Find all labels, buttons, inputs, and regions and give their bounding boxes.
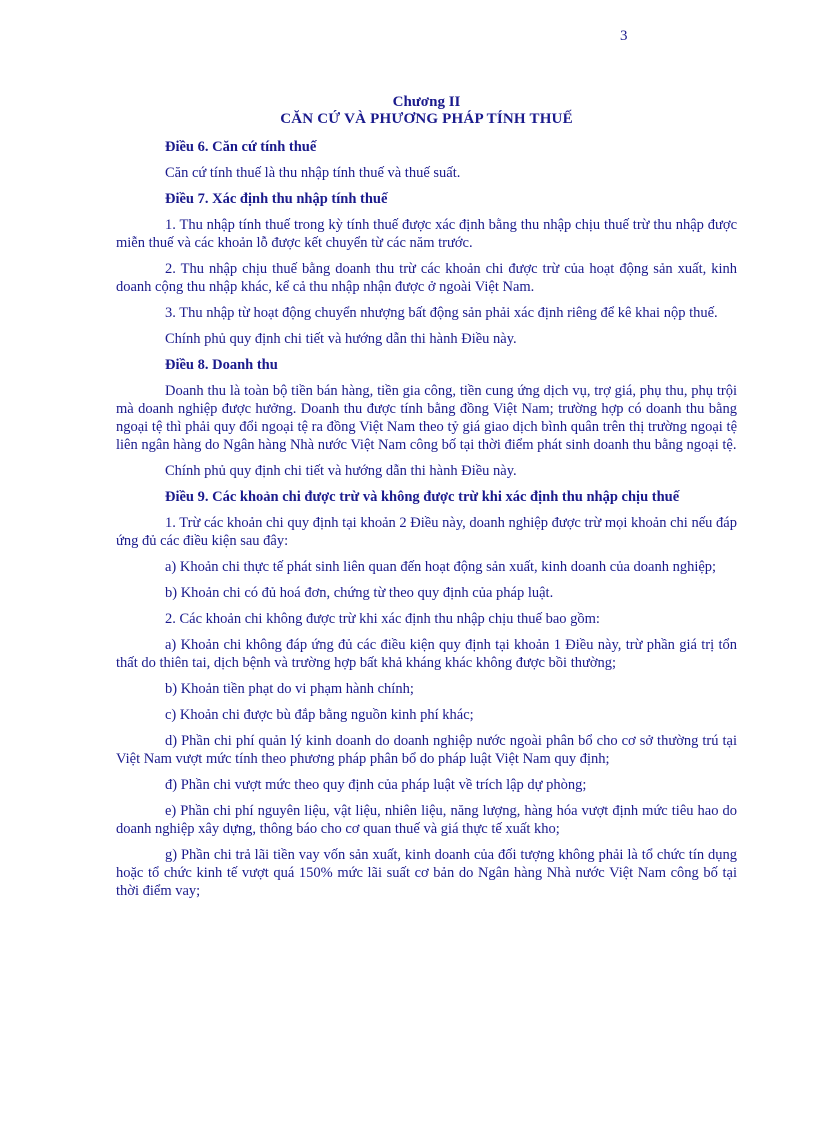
paragraph: Chính phủ quy định chi tiết và hướng dẫn thi hành Điều này.	[165, 331, 517, 347]
paragraph: b) Khoản tiền phạt do vi phạm hành chính;	[165, 681, 414, 697]
paragraph: Căn cứ tính thuế là thu nhập tính thuế và thuế suất.	[165, 165, 461, 181]
chapter-title: CĂN CỨ VÀ PHƯƠNG PHÁP TÍNH THUẾ	[280, 111, 573, 127]
paragraph: g) Phần chi trả lãi tiền vay vốn sản xuất, kinh doanh của đối tượng không phải là tổ chức tín dụng hoặc tổ chức kinh tế vượt quá 150% mức lãi suất cơ bản do Ngân hàng Nhà nước Việt Nam công bố tại thời điểm vay;	[116, 847, 737, 899]
document-body	[116, 94, 737, 908]
paragraph: e) Phần chi phí nguyên liệu, vật liệu, nhiên liệu, năng lượng, hàng hóa vượt định mức tiêu hao do doanh nghiệp xây dựng, thông báo cho cơ quan thuế và giá thực tế xuất kho;	[116, 803, 737, 837]
paragraph: a) Khoản chi không đáp ứng đủ các điều kiện quy định tại khoản 1 Điều này, trừ phần giá trị tổn thất do thiên tai, dịch bệnh và trường hợp bất khả kháng khác không được bồi thường;	[116, 637, 737, 671]
paragraph: a) Khoản chi thực tế phát sinh liên quan đến hoạt động sản xuất, kinh doanh của doanh nghiệp;	[165, 559, 717, 575]
paragraph: b) Khoản chi có đủ hoá đơn, chứng từ theo quy định của pháp luật.	[165, 585, 554, 601]
paragraph: 2. Các khoản chi không được trừ khi xác định thu nhập chịu thuế bao gồm:	[165, 611, 600, 627]
paragraph: 1. Trừ các khoản chi quy định tại khoản 2 Điều này, doanh nghiệp được trừ mọi khoản chi nếu đáp ứng đủ các điều kiện sau đây:	[116, 515, 737, 549]
heading-dieu-6: Điều 6. Căn cứ tính thuế	[165, 139, 317, 155]
heading-dieu-9: Điều 9. Các khoản chi được trừ và không được trừ khi xác định thu nhập chịu thuế	[165, 489, 680, 505]
chapter-label: Chương II	[392, 94, 461, 110]
paragraph: 2. Thu nhập chịu thuế bằng doanh thu trừ các khoản chi được trừ của hoạt động sản xuất, kinh doanh cộng thu nhập khác, kể cả thu nhập nhận được ở ngoài Việt Nam.	[116, 261, 737, 295]
paragraph: Chính phủ quy định chi tiết và hướng dẫn thi hành Điều này.	[165, 463, 517, 479]
heading-dieu-8: Điều 8. Doanh thu	[165, 357, 278, 373]
paragraph: d) Phần chi phí quản lý kinh doanh do doanh nghiệp nước ngoài phân bổ cho cơ sở thường trú tại Việt Nam vượt mức tính theo phương pháp phân bổ do pháp luật Việt Nam quy định;	[116, 733, 737, 767]
paragraph: c) Khoản chi được bù đắp bằng nguồn kinh phí khác;	[165, 707, 474, 723]
paragraph: 3. Thu nhập từ hoạt động chuyển nhượng bất động sản phải xác định riêng để kê khai nộp thuế.	[165, 305, 718, 321]
paragraph: 1. Thu nhập tính thuế trong kỳ tính thuế được xác định bằng thu nhập chịu thuế trừ thu nhập được miễn thuế và các khoản lỗ được kết chuyển từ các năm trước.	[116, 217, 737, 251]
paragraph: đ) Phần chi vượt mức theo quy định của pháp luật về trích lập dự phòng;	[165, 777, 587, 793]
page-number: 3	[620, 28, 628, 44]
heading-dieu-7: Điều 7. Xác định thu nhập tính thuế	[165, 191, 388, 207]
paragraph: Doanh thu là toàn bộ tiền bán hàng, tiền gia công, tiền cung ứng dịch vụ, trợ giá, phụ thu, phụ trội mà doanh nghiệp được hưởng. Doanh thu được tính bằng đồng Việt Nam; trường hợp có doanh thu bằng ngoại tệ thì phải quy đổi ngoại tệ ra đồng Việt Nam theo tỷ giá giao dịch bình quân trên thị trường ngoại tệ liên ngân hàng do Ngân hàng Nhà nước Việt Nam công bố tại thời điểm phát sinh doanh thu bằng ngoại tệ.	[116, 383, 737, 453]
